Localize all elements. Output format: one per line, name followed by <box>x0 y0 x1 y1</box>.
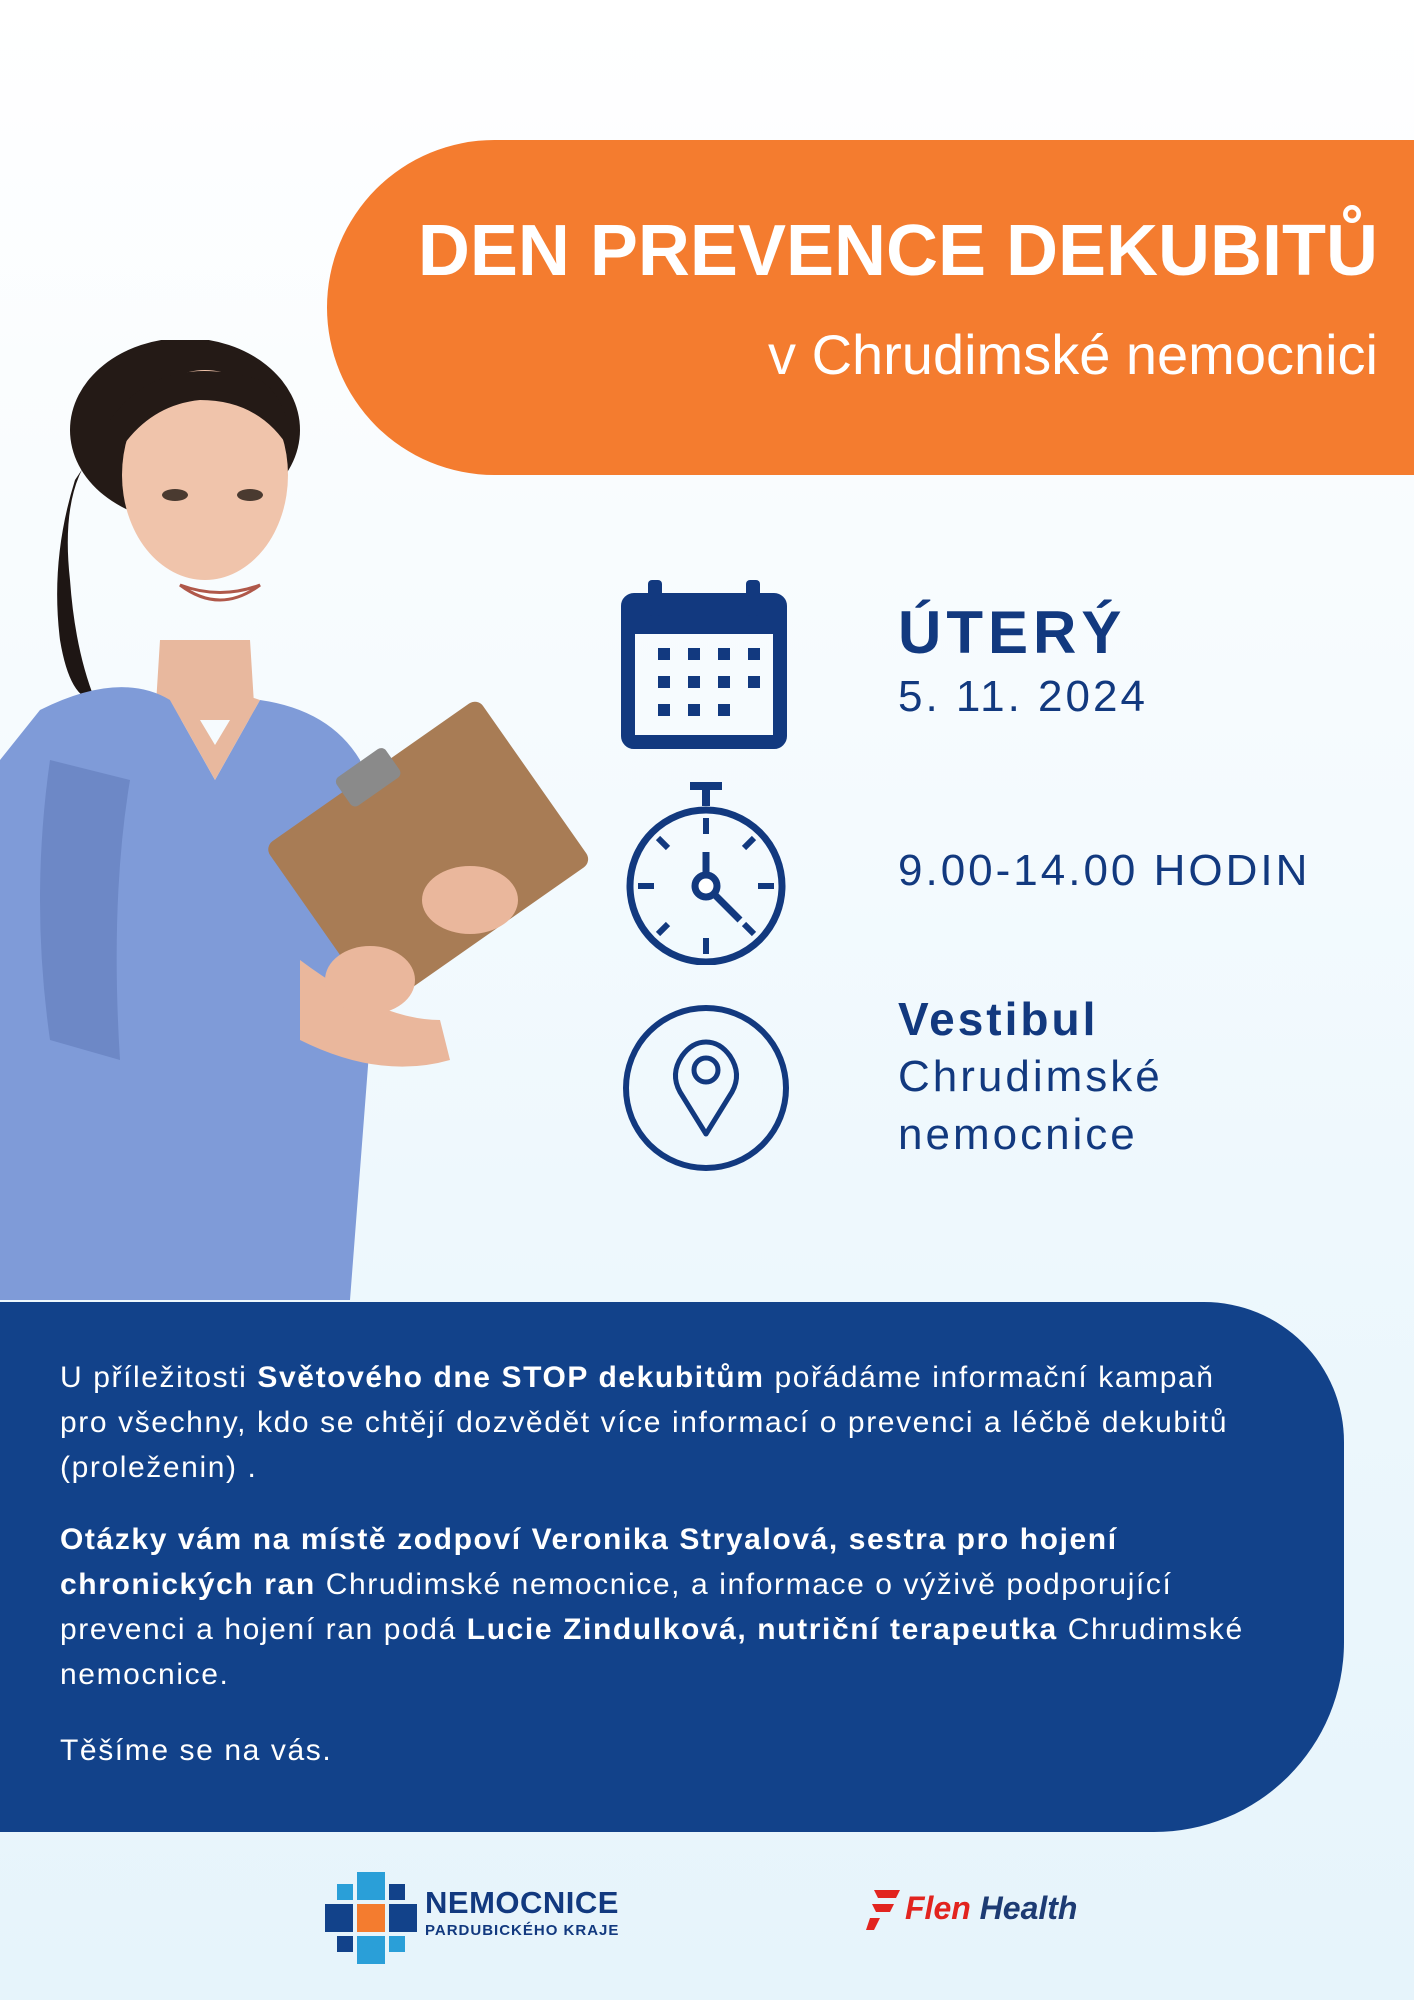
event-place-title: Vestibul <box>898 993 1099 1045</box>
event-place-line2: Chrudimské <box>898 1052 1163 1101</box>
hospital-cross-logo <box>325 1872 417 1964</box>
event-place-line3: nemocnice <box>898 1110 1138 1159</box>
speakers-paragraph: Otázky vám na místě zodpoví Veronika Stryalová, sestra pro hojení chronických ran Chrudimské nemocnice, a informace o výživě podporující prevenci a hojení ran podá Lucie Zindulková, nutriční terapeutka Chrudimské nemocnice. <box>60 1523 1244 1691</box>
event-time: 9.00-14.00 HODIN <box>898 846 1311 895</box>
hospital-logo-name: NEMOCNICE <box>425 1885 619 1920</box>
closing-paragraph: Těšíme se na vás. <box>60 1734 333 1767</box>
hospital-logo-region: PARDUBICKÉHO KRAJE <box>425 1922 620 1939</box>
stopwatch-icon <box>622 780 790 965</box>
page-title: DEN PREVENCE DEKUBITŮ <box>417 211 1378 291</box>
location-pin-icon <box>622 1004 790 1172</box>
event-day: ÚTERÝ <box>898 599 1127 666</box>
title-banner <box>327 140 1414 475</box>
page-subtitle: v Chrudimské nemocnici <box>768 323 1378 386</box>
intro-paragraph: U příležitosti Světového dne STOP dekubitům pořádáme informační kampaň pro všechny, kdo se chtějí dozvědět více informací o prevenci a léčbě dekubitů (proleženin) . <box>60 1361 1229 1484</box>
nurse-photo <box>0 340 620 1300</box>
flen-health-logo-mark <box>866 1888 900 1930</box>
flen-health-logo-text: Flen Health <box>905 1890 1078 1926</box>
event-date: 5. 11. 2024 <box>898 672 1148 721</box>
calendar-icon <box>620 578 788 750</box>
